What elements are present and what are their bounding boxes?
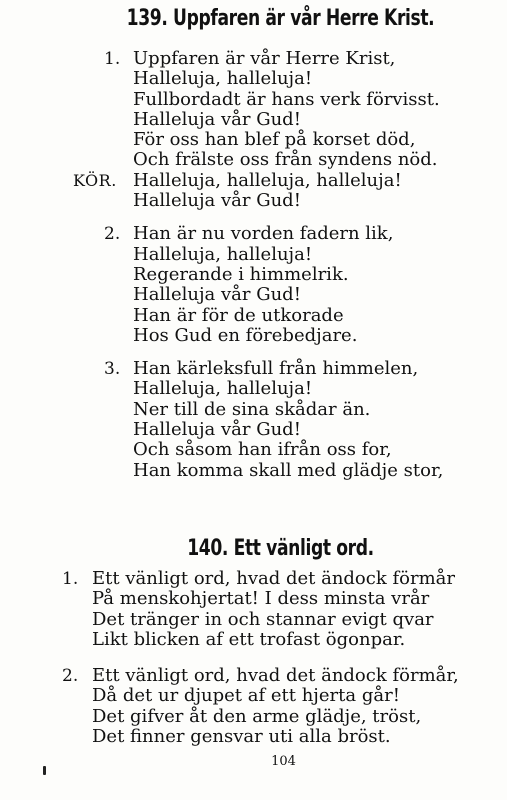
verse-1: [0, 569, 507, 650]
verse-line: Det tränger in och stannar evigt qvar: [92, 608, 434, 630]
verse-line: Han kärleksfull från himmelen,: [133, 358, 419, 380]
verse-line: På menskohjertat! I dess minsta vrår: [92, 588, 430, 610]
verse-line: Likt blicken af ett trofast ögonpar.: [92, 628, 406, 650]
chorus-label: KÖR.: [73, 170, 117, 190]
verse-number: 2.: [62, 666, 79, 687]
verse-1: [0, 49, 507, 171]
print-mark: [43, 766, 46, 775]
verse-line: Halleluja, halleluja!: [133, 243, 313, 265]
page-number-text: 104: [271, 754, 296, 769]
verse-line: Halleluja, halleluja, halleluja!: [133, 169, 402, 191]
hymn-title: 140. Ett vänligt ord.: [187, 536, 374, 561]
verse-line: Halleluja, halleluja!: [133, 378, 313, 400]
verse-line: Ner till de sina skådar än.: [133, 398, 371, 420]
verse-line: Halleluja vår Gud!: [133, 419, 301, 441]
verse-line: Halleluja vår Gud!: [133, 108, 301, 130]
verse-line: Han är för de utkorade: [133, 304, 344, 326]
verse-line: Halleluja vår Gud!: [133, 190, 301, 212]
verse-line: Regerande i himmelrik.: [133, 263, 349, 285]
verse-line: Det finner gensvar uti alla bröst.: [92, 726, 391, 748]
verse-line: Han är nu vorden fadern lik,: [133, 223, 394, 245]
verse-number: 3.: [104, 359, 121, 380]
verse-line: Halleluja vår Gud!: [133, 284, 301, 306]
verse-line: Då det ur djupet af ett hjerta går!: [92, 685, 400, 707]
verse-line: För oss han blef på korset död,: [133, 129, 416, 151]
verse-line: Uppfaren är vår Herre Krist,: [133, 48, 396, 69]
verse-2: [0, 666, 507, 747]
verse-line: Ett vänligt ord, hvad det ändock förmår,: [92, 665, 459, 687]
verse-line: Det gifver åt den arme glädje, tröst,: [92, 705, 422, 727]
verse-line: Och frälste oss från syndens nöd.: [133, 149, 438, 171]
verse-line: Fullbordadt är hans verk förvisst.: [133, 88, 440, 110]
verse-2: [0, 224, 507, 346]
verse-number: 1.: [104, 49, 121, 69]
verse-number: 1.: [62, 569, 79, 589]
chorus: [0, 171, 507, 212]
hymn-title: 139. Uppfaren är vår Herre Krist.: [126, 6, 435, 31]
page-number: [0, 754, 507, 769]
hymn-140: [0, 569, 507, 747]
verse-number: 2.: [104, 224, 121, 245]
verse-line: Och såsom han ifrån oss for,: [133, 439, 392, 461]
verse-line: Ett vänligt ord, hvad det ändock förmår: [92, 568, 455, 589]
verse-3: [0, 359, 507, 481]
verse-line: Han komma skall med glädje stor,: [133, 459, 444, 481]
hymn-139: [0, 49, 507, 481]
verse-line: Hos Gud en förebedjare.: [133, 324, 358, 346]
verse-line: Halleluja, halleluja!: [133, 68, 313, 90]
